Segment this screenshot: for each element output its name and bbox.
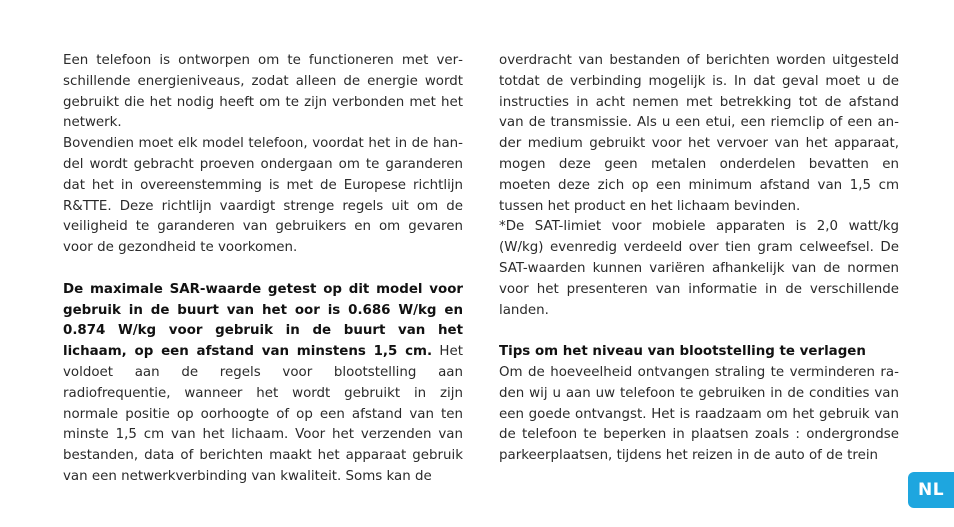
paragraph-sar-values xyxy=(63,280,463,488)
paragraph-rtte-directive: Bovendien moet elk model telefoon, voordat het in de handel wordt gebracht proeven ondergaan om te garanderen dat het in overeenstemming is met de Europese richtlijn R&TTE. Deze richtlijn vaardigt strenge regels uit om de veiligheid te garanderen van gebruikers en om gevaren voor de gezondheid te voorkomen. xyxy=(63,136,463,256)
paragraph-sat-limit: *De SAT-limiet voor mobiele apparaten is 2,0 watt/kg (W/kg) evenredig verdeeld over tien gram celweefsel. De SAT-waarden kunnen variëren afhankelijk van de normen voor het presenteren van informatie in de verschillende landen. xyxy=(499,219,899,318)
left-text-column xyxy=(63,51,463,488)
sar-max-value-text: De maximale SAR-waarde getest op dit model voor gebruik in de buurt van het oor is 0.686 W/kg en 0.874 W/kg voor gebruik in de buurt van het lichaam, op een afstand van minstens 1,5 cm. xyxy=(63,281,463,360)
paragraph-transmission-distance: overdracht van bestanden of berichten worden uitgesteld totdat de verbinding mogelijk is. In dat geval moet u de instructies in acht nemen met betrekking tot de afstand van de transmissie. Als u een etui, een riemclip of een ander medium gebruikt voor het vervoer van het apparaat, mogen deze geen metalen onderdelen bevatten en moeten deze zich op een minimum afstand van 1,5 cm tussen het product en het lichaam bevinden. xyxy=(499,53,899,214)
right-text-column xyxy=(499,51,899,467)
sar-exposure-text: Het voldoet aan de regels voor blootstelling aan radiofrequentie, wanneer het wordt gebruikt in zijn normale positie op oorhoogte of op een afstand van ten minste 1,5 cm van het lichaam. Voor het verzenden van bestanden, data of berichten maakt het apparaat gebruik van een netwerkverbinding van kwaliteit. Soms kan de xyxy=(63,344,463,484)
language-tab: NL xyxy=(908,472,954,508)
paragraph-spacer xyxy=(499,321,899,342)
paragraph-spacer xyxy=(63,259,463,280)
section-heading-tips: Tips om het niveau van blootstelling te verlagen xyxy=(499,344,866,360)
paragraph-tips: Om de hoeveelheid ontvangen straling te verminderen raden wij u aan uw telefoon te gebruiken in de condities van een goede ontvangst. Het is raadzaam om het gebruik van de telefoon te beperken in plaatsen zoals : ondergrondse parkeerplaatsen, tijdens het reizen in de auto of de trein xyxy=(499,364,899,464)
paragraph-energy-levels: Een telefoon is ontworpen om te functioneren met verschillende energieniveaus, zodat alleen de energie wordt gebruikt die het nodig heeft om te zijn verbonden met het netwerk. xyxy=(63,53,463,131)
